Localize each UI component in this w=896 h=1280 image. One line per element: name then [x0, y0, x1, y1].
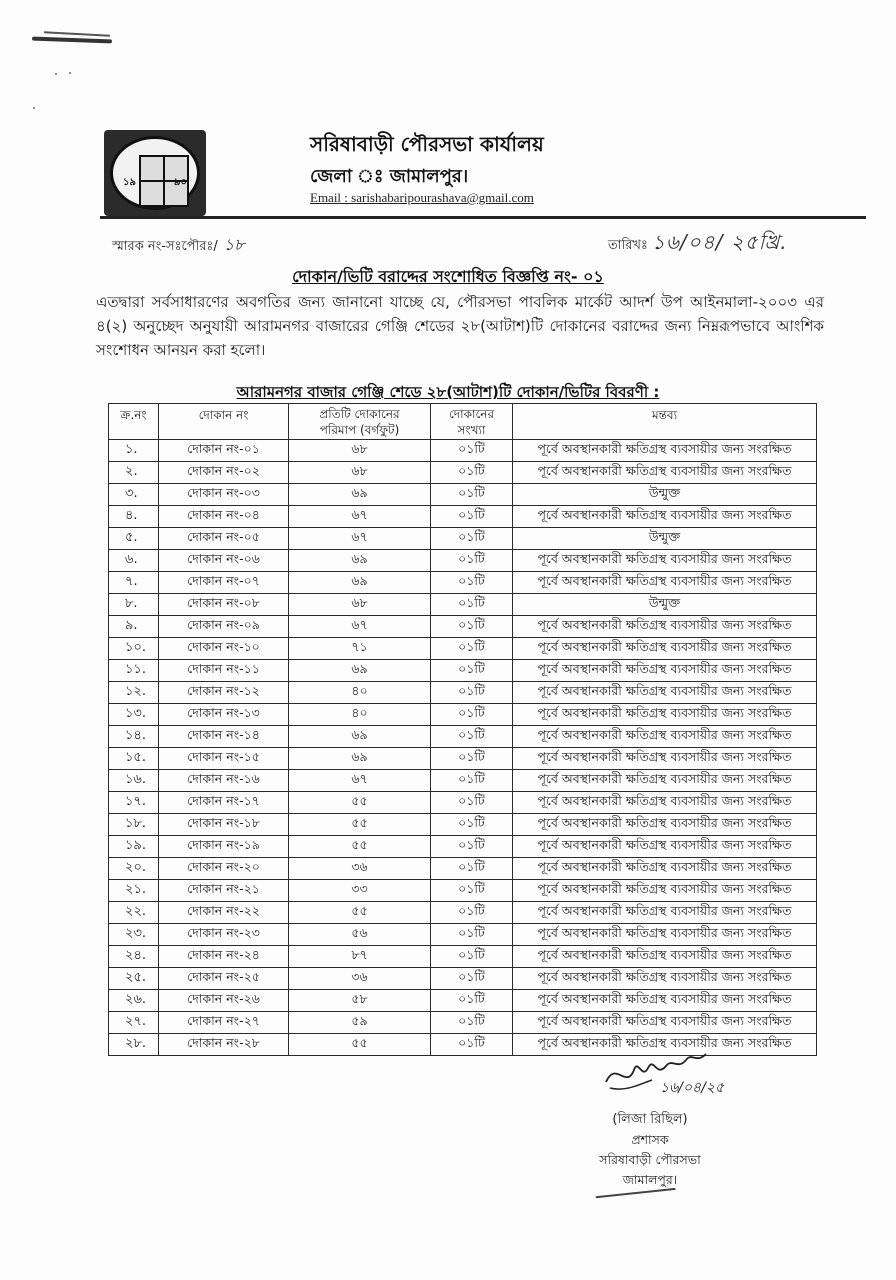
cell-area: ৮৭ — [289, 946, 431, 968]
cell-count: ০১টি — [431, 792, 513, 814]
cell-remarks: পূর্বে অবস্থানকারী ক্ষতিগ্রস্থ ব্যবসায়ীর জন্য সংরক্ষিত — [513, 682, 817, 704]
table-row — [109, 660, 817, 682]
cell-serial: ১৪. — [109, 726, 159, 748]
cell-serial: ১১. — [109, 660, 159, 682]
seal-ring — [110, 136, 200, 210]
org-title: সরিষাবাড়ী পৌরসভা কার্যালয় — [310, 132, 544, 156]
table-row — [109, 594, 817, 616]
table-row — [109, 726, 817, 748]
municipality-seal-icon — [104, 130, 206, 216]
cell-area: ৬৯ — [289, 748, 431, 770]
cell-shop-no: দোকান নং-১৮ — [159, 814, 289, 836]
cell-area: ৬৮ — [289, 462, 431, 484]
cell-shop-no: দোকান নং-০৮ — [159, 594, 289, 616]
cell-area: ৪০ — [289, 682, 431, 704]
cell-remarks: পূর্বে অবস্থানকারী ক্ষতিগ্রস্থ ব্যবসায়ীর জন্য সংরক্ষিত — [513, 748, 817, 770]
cell-count: ০১টি — [431, 550, 513, 572]
cell-remarks: পূর্বে অবস্থানকারী ক্ষতিগ্রস্থ ব্যবসায়ীর জন্য সংরক্ষিত — [513, 1012, 817, 1034]
signatory-designation: প্রশাসক — [631, 1132, 669, 1147]
cell-area: ৫৬ — [289, 924, 431, 946]
header-shop-no: দোকান নং — [159, 404, 289, 440]
cell-area: ৫৯ — [289, 1012, 431, 1034]
cell-serial: ১৫. — [109, 748, 159, 770]
cell-remarks: পূর্বে অবস্থানকারী ক্ষতিগ্রস্থ ব্যবসায়ীর জন্য সংরক্ষিত — [513, 880, 817, 902]
cell-remarks: পূর্বে অবস্থানকারী ক্ষতিগ্রস্থ ব্যবসায়ীর জন্য সংরক্ষিত — [513, 572, 817, 594]
cell-remarks: পূর্বে অবস্থানকারী ক্ষতিগ্রস্থ ব্যবসায়ীর জন্য সংরক্ষিত — [513, 550, 817, 572]
cell-serial: ৩. — [109, 484, 159, 506]
cell-serial: ৮. — [109, 594, 159, 616]
cell-shop-no: দোকান নং-০৩ — [159, 484, 289, 506]
cell-area: ৬৯ — [289, 726, 431, 748]
cell-area: ৬৭ — [289, 528, 431, 550]
cell-remarks: পূর্বে অবস্থানকারী ক্ষতিগ্রস্থ ব্যবসায়ীর জন্য সংরক্ষিত — [513, 704, 817, 726]
cell-serial: ২৮. — [109, 1034, 159, 1056]
cell-serial: ১০. — [109, 638, 159, 660]
header-serial: ক্র.নং — [109, 404, 159, 440]
cell-area: ৬৭ — [289, 506, 431, 528]
cell-count: ০১টি — [431, 770, 513, 792]
cell-area: ৫৮ — [289, 990, 431, 1012]
cell-remarks: পূর্বে অবস্থানকারী ক্ষতিগ্রস্থ ব্যবসায়ীর জন্য সংরক্ষিত — [513, 990, 817, 1012]
cell-count: ০১টি — [431, 858, 513, 880]
handwritten-signature — [596, 1040, 756, 1096]
cell-shop-no: দোকান নং-১৬ — [159, 770, 289, 792]
cell-shop-no: দোকান নং-২৬ — [159, 990, 289, 1012]
memo-reference — [112, 232, 245, 259]
cell-serial: ১২. — [109, 682, 159, 704]
cell-area: ৬৮ — [289, 440, 431, 462]
cell-serial: ১৬. — [109, 770, 159, 792]
table-row — [109, 770, 817, 792]
cell-shop-no: দোকান নং-১৫ — [159, 748, 289, 770]
cell-area: ৫৫ — [289, 902, 431, 924]
table-row — [109, 968, 817, 990]
table-row — [109, 946, 817, 968]
cell-shop-no: দোকান নং-০৫ — [159, 528, 289, 550]
cell-area: ৫৫ — [289, 1034, 431, 1056]
header-remarks: মন্তব্য — [513, 404, 817, 440]
cell-count: ০১টি — [431, 660, 513, 682]
speck — [69, 72, 71, 74]
pen-mark — [44, 31, 110, 36]
cell-remarks: পূর্বে অবস্থানকারী ক্ষতিগ্রস্থ ব্যবসায়ীর জন্য সংরক্ষিত — [513, 968, 817, 990]
table-row — [109, 990, 817, 1012]
table-row — [109, 528, 817, 550]
cell-area: ৬৭ — [289, 616, 431, 638]
cell-remarks: উন্মুক্ত — [513, 484, 817, 506]
memo-number: ১৮ — [223, 235, 245, 254]
cell-area: ৩৬ — [289, 858, 431, 880]
header-area-line1: প্রতিটি দোকানের — [319, 406, 400, 421]
cell-shop-no: দোকান নং-০৬ — [159, 550, 289, 572]
notice-title: দোকান/ভিটি বরাদ্দের সংশোধিত বিজ্ঞপ্তি নং- ০১ — [292, 267, 604, 286]
cell-serial: ২৪. — [109, 946, 159, 968]
cell-shop-no: দোকান নং-১২ — [159, 682, 289, 704]
header-area — [289, 404, 431, 440]
cell-area: ৬৯ — [289, 660, 431, 682]
signatory-block — [560, 1110, 740, 1190]
cell-remarks: পূর্বে অবস্থানকারী ক্ষতিগ্রস্থ ব্যবসায়ীর জন্য সংরক্ষিত — [513, 858, 817, 880]
header-count — [431, 404, 513, 440]
cell-serial: ১৭. — [109, 792, 159, 814]
cell-remarks: পূর্বে অবস্থানকারী ক্ষতিগ্রস্থ ব্যবসায়ীর জন্য সংরক্ষিত — [513, 902, 817, 924]
cell-remarks: পূর্বে অবস্থানকারী ক্ষতিগ্রস্থ ব্যবসায়ীর জন্য সংরক্ষিত — [513, 836, 817, 858]
table-row — [109, 638, 817, 660]
cell-count: ০১টি — [431, 924, 513, 946]
table-row — [109, 682, 817, 704]
cell-shop-no: দোকান নং-২৭ — [159, 1012, 289, 1034]
cell-shop-no: দোকান নং-০২ — [159, 462, 289, 484]
pen-mark — [32, 37, 112, 44]
cell-remarks: পূর্বে অবস্থানকারী ক্ষতিগ্রস্থ ব্যবসায়ীর জন্য সংরক্ষিত — [513, 726, 817, 748]
cell-shop-no: দোকান নং-২৮ — [159, 1034, 289, 1056]
cell-count: ০১টি — [431, 880, 513, 902]
cell-shop-no: দোকান নং-২৪ — [159, 946, 289, 968]
cell-shop-no: দোকান নং-১৯ — [159, 836, 289, 858]
cell-serial: ১৮. — [109, 814, 159, 836]
cell-count: ০১টি — [431, 748, 513, 770]
cell-serial: ২৫. — [109, 968, 159, 990]
cell-count: ০১টি — [431, 704, 513, 726]
cell-remarks: পূর্বে অবস্থানকারী ক্ষতিগ্রস্থ ব্যবসায়ীর জন্য সংরক্ষিত — [513, 616, 817, 638]
cell-serial: ২১. — [109, 880, 159, 902]
cell-area: ৬৭ — [289, 770, 431, 792]
cell-serial: ৪. — [109, 506, 159, 528]
cell-shop-no: দোকান নং-০৯ — [159, 616, 289, 638]
cell-area: ৫৫ — [289, 792, 431, 814]
cell-serial: ১৯. — [109, 836, 159, 858]
cell-remarks: পূর্বে অবস্থানকারী ক্ষতিগ্রস্থ ব্যবসায়ীর জন্য সংরক্ষিত — [513, 638, 817, 660]
cell-count: ০১টি — [431, 616, 513, 638]
cell-count: ০১টি — [431, 836, 513, 858]
header-count-line1: দোকানের — [448, 406, 495, 421]
cell-count: ০১টি — [431, 638, 513, 660]
cell-count: ০১টি — [431, 968, 513, 990]
table-row — [109, 814, 817, 836]
cell-serial: ১. — [109, 440, 159, 462]
cell-shop-no: দোকান নং-২১ — [159, 880, 289, 902]
seal-year-right: ৯০ — [174, 177, 187, 188]
cell-shop-no: দোকান নং-১৪ — [159, 726, 289, 748]
cell-serial: ৯. — [109, 616, 159, 638]
cell-serial: ৫. — [109, 528, 159, 550]
table-row — [109, 462, 817, 484]
org-district: জেলা ঃ জামালপুর। — [310, 166, 469, 187]
signature-date: ১৬/০৪/২৫ — [660, 1080, 724, 1096]
table-row — [109, 902, 817, 924]
cell-remarks: পূর্বে অবস্থানকারী ক্ষতিগ্রস্থ ব্যবসায়ীর জন্য সংরক্ষিত — [513, 660, 817, 682]
cell-count: ০১টি — [431, 572, 513, 594]
cell-shop-no: দোকান নং-২৫ — [159, 968, 289, 990]
cell-serial: ২৩. — [109, 924, 159, 946]
table-row — [109, 748, 817, 770]
table-row — [109, 836, 817, 858]
cell-serial: ২০. — [109, 858, 159, 880]
notice-body: এতদ্বারা সর্বসাধারণের অবগতির জন্য জানানো যাচ্ছে যে, পৌরসভা পাবলিক মার্কেট আদর্শ উপ আইনমালা-২০০৩ এর ৪(২) অনুচ্ছেদ অনুযায়ী আরামনগর বাজারের গেঞ্জি শেডের ২৮(আটাশ)টি দোকানের বরাদ্দের জন্য নিম্নরূপভাবে আংশিক সংশোধন আনয়ন করা হলো। — [96, 293, 824, 359]
cell-count: ০১টি — [431, 440, 513, 462]
cell-count: ০১টি — [431, 1034, 513, 1056]
cell-serial: ২৬. — [109, 990, 159, 1012]
cell-count: ০১টি — [431, 528, 513, 550]
cell-count: ০১টি — [431, 682, 513, 704]
cell-shop-no: দোকান নং-১৩ — [159, 704, 289, 726]
table-row — [109, 440, 817, 462]
header-divider — [100, 216, 866, 219]
header-count-line2: সংখ্যা — [457, 422, 486, 437]
signatory-office: সরিষাবাড়ী পৌরসভা — [599, 1152, 701, 1167]
signatory-name: (লিজা রিছিল) — [612, 1112, 688, 1127]
signatory-location: জামালপুর। — [622, 1172, 678, 1187]
table-row — [109, 792, 817, 814]
table-row — [109, 858, 817, 880]
cell-serial: ১৩. — [109, 704, 159, 726]
cell-remarks: পূর্বে অবস্থানকারী ক্ষতিগ্রস্থ ব্যবসায়ীর জন্য সংরক্ষিত — [513, 814, 817, 836]
cell-shop-no: দোকান নং-২২ — [159, 902, 289, 924]
cell-count: ০১টি — [431, 462, 513, 484]
cell-area: ৭১ — [289, 638, 431, 660]
cell-count: ০১টি — [431, 1012, 513, 1034]
cell-remarks: পূর্বে অবস্থানকারী ক্ষতিগ্রস্থ ব্যবসায়ীর জন্য সংরক্ষিত — [513, 946, 817, 968]
table-row — [109, 572, 817, 594]
cell-remarks: উন্মুক্ত — [513, 528, 817, 550]
signature-scribble-icon — [596, 1040, 756, 1100]
cell-count: ০১টি — [431, 484, 513, 506]
cell-count: ০১টি — [431, 506, 513, 528]
cell-shop-no: দোকান নং-১০ — [159, 638, 289, 660]
cell-shop-no: দোকান নং-২০ — [159, 858, 289, 880]
table-header-row — [109, 404, 817, 440]
cell-remarks: পূর্বে অবস্থানকারী ক্ষতিগ্রস্থ ব্যবসায়ীর জন্য সংরক্ষিত — [513, 462, 817, 484]
cell-remarks: পূর্বে অবস্থানকারী ক্ষতিগ্রস্থ ব্যবসায়ীর জন্য সংরক্ষিত — [513, 924, 817, 946]
cell-shop-no: দোকান নং-০৭ — [159, 572, 289, 594]
cell-area: ৪০ — [289, 704, 431, 726]
org-email-link[interactable]: Email : sarishabaripourashava@gmail.com — [310, 190, 534, 205]
table-row — [109, 616, 817, 638]
table-row — [109, 1012, 817, 1034]
cell-count: ০১টি — [431, 946, 513, 968]
document-date — [608, 228, 788, 261]
cell-serial: ৬. — [109, 550, 159, 572]
memo-label: স্মারক নং-সঃপৌরঃ/ — [112, 239, 218, 254]
cell-count: ০১টি — [431, 726, 513, 748]
cell-count: ০১টি — [431, 814, 513, 836]
cell-shop-no: দোকান নং-১১ — [159, 660, 289, 682]
shop-allocation-table — [108, 403, 817, 1056]
cell-shop-no: দোকান নং-০৪ — [159, 506, 289, 528]
cell-shop-no: দোকান নং-০১ — [159, 440, 289, 462]
table-row — [109, 924, 817, 946]
table-row — [109, 484, 817, 506]
cell-serial: ২৭. — [109, 1012, 159, 1034]
cell-shop-no: দোকান নং-১৭ — [159, 792, 289, 814]
speck — [55, 73, 57, 75]
date-label: তারিখঃ — [608, 238, 648, 253]
date-value: ১৬/০৪/ ২৫খ্রি. — [651, 230, 788, 254]
pen-stroke — [596, 1188, 677, 1206]
table-row — [109, 550, 817, 572]
table-row — [109, 704, 817, 726]
cell-remarks: পূর্বে অবস্থানকারী ক্ষতিগ্রস্থ ব্যবসায়ীর জন্য সংরক্ষিত — [513, 1034, 817, 1056]
cell-area: ৬৯ — [289, 572, 431, 594]
cell-area: ৫৫ — [289, 836, 431, 858]
table-row — [109, 880, 817, 902]
letterhead — [104, 130, 864, 216]
cell-remarks: পূর্বে অবস্থানকারী ক্ষতিগ্রস্থ ব্যবসায়ীর জন্য সংরক্ষিত — [513, 770, 817, 792]
header-area-line2: পরিমাপ (বর্গফুট) — [319, 422, 400, 437]
cell-area: ৫৫ — [289, 814, 431, 836]
cell-count: ০১টি — [431, 902, 513, 924]
cell-shop-no: দোকান নং-২৩ — [159, 924, 289, 946]
seal-year-left: ১৯ — [123, 177, 136, 188]
cell-area: ৬৮ — [289, 594, 431, 616]
cell-remarks: উন্মুক্ত — [513, 594, 817, 616]
table-title: আরামনগর বাজার গেঞ্জি শেডে ২৮(আটাশ)টি দোকান/ভিটির বিবরণী : — [236, 383, 660, 401]
cell-serial: ২. — [109, 462, 159, 484]
speck — [33, 107, 35, 109]
cell-area: ৬৯ — [289, 484, 431, 506]
cell-area: ৬৯ — [289, 550, 431, 572]
cell-remarks: পূর্বে অবস্থানকারী ক্ষতিগ্রস্থ ব্যবসায়ীর জন্য সংরক্ষিত — [513, 440, 817, 462]
table-row — [109, 506, 817, 528]
cell-serial: ২২. — [109, 902, 159, 924]
cell-remarks: পূর্বে অবস্থানকারী ক্ষতিগ্রস্থ ব্যবসায়ীর জন্য সংরক্ষিত — [513, 506, 817, 528]
cell-area: ৩৬ — [289, 968, 431, 990]
cell-area: ৩৩ — [289, 880, 431, 902]
cell-count: ০১টি — [431, 990, 513, 1012]
cell-count: ০১টি — [431, 594, 513, 616]
cell-remarks: পূর্বে অবস্থানকারী ক্ষতিগ্রস্থ ব্যবসায়ীর জন্য সংরক্ষিত — [513, 792, 817, 814]
cell-serial: ৭. — [109, 572, 159, 594]
